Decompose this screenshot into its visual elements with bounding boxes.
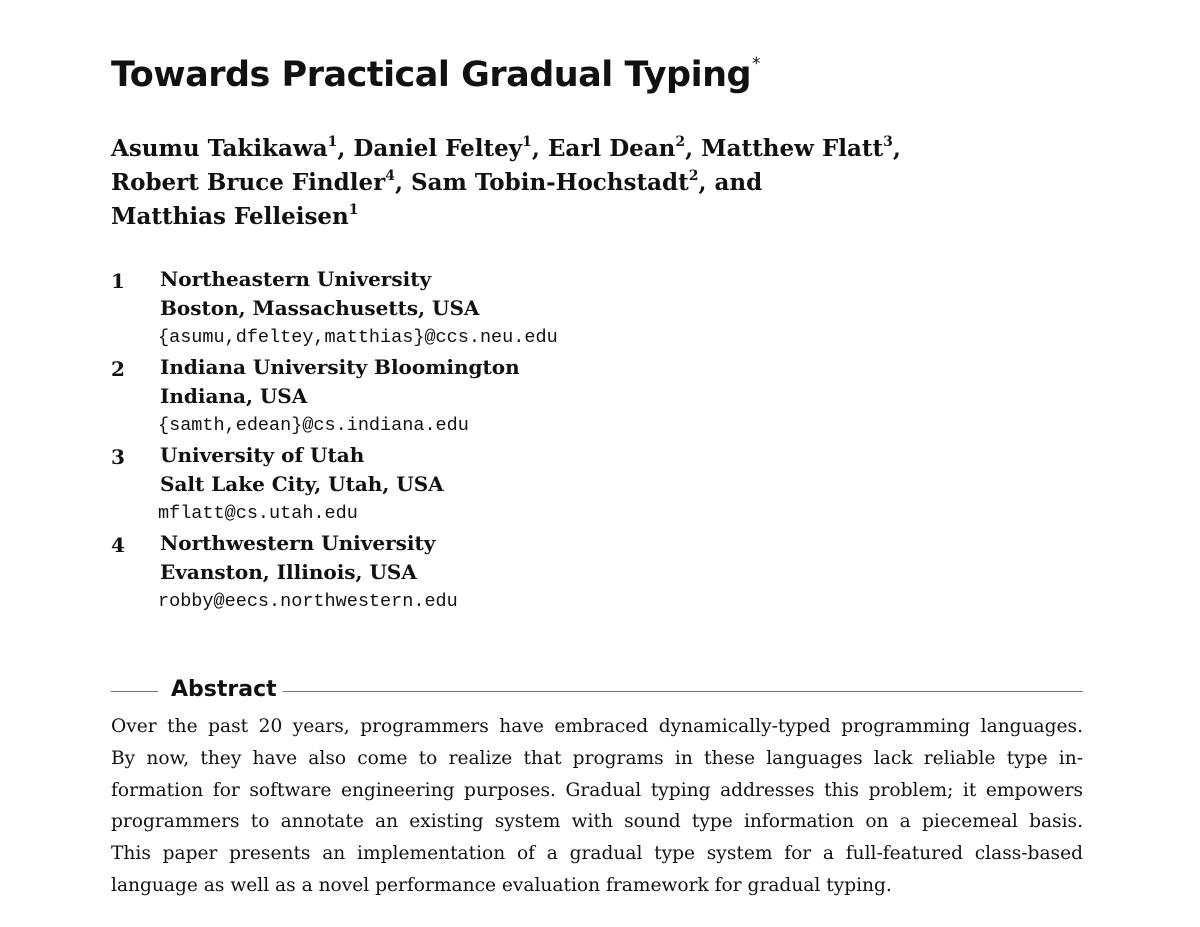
abstract-line: This paper presents an implementation of a gradual type system for a full-featured class-based (111, 843, 1083, 865)
affiliation-item (111, 353, 811, 441)
abstract-divider-right (283, 691, 1083, 692)
author: Earl Dean$^2$, (547, 134, 702, 162)
affiliation-institution: Indiana University Bloomington (160, 355, 520, 379)
author: Sam Tobin-Hochstadt$^2$, and (410, 168, 763, 196)
author-line (111, 166, 1071, 200)
affiliation-institution: University of Utah (160, 443, 365, 467)
affiliation-number: 1 (111, 269, 125, 293)
author-list (111, 132, 1071, 234)
affiliation-location: Evanston, Illinois, USA (160, 560, 417, 584)
abstract-line: Over the past 20 years, programmers have embraced dynamically-typed programming languages. (111, 716, 1083, 737)
abstract-line: language as well as a novel performance evaluation framework for gradual typing. (111, 874, 892, 896)
author: Daniel Feltey$^1$, (353, 134, 548, 162)
affiliation-item (111, 441, 811, 529)
author: Matthias Felleisen$^1$ (111, 202, 359, 230)
affiliation-email: {samth,edean}@cs.indiana.edu (158, 415, 469, 436)
affiliation-location: Salt Lake City, Utah, USA (160, 472, 444, 496)
affiliation-item (111, 265, 811, 353)
author: Robert Bruce Findler$^4$, (111, 168, 411, 196)
abstract-line: formation for software engineering purposes. Gradual typing addresses this problem; it empowers (111, 779, 1083, 801)
affiliation-email: robby@eecs.northwestern.edu (158, 591, 458, 612)
abstract-line: programmers to annotate an existing system with sound type information on a piecemeal basis. (111, 811, 1083, 833)
title-footnote-mark: * (752, 54, 761, 74)
affiliation-location: Indiana, USA (160, 384, 308, 408)
affiliation-email: mflatt@cs.utah.edu (158, 503, 358, 524)
affiliation-number: 4 (111, 533, 125, 557)
abstract-heading: Abstract (171, 677, 277, 702)
affiliation-email: {asumu,dfeltey,matthias}@ccs.neu.edu (158, 327, 558, 348)
abstract-line: By now, they have also come to realize that programs in these languages lack reliable type in- (111, 747, 1083, 769)
author: Asumu Takikawa$^1$, (111, 134, 354, 162)
affiliation-item (111, 529, 811, 617)
abstract-divider-left (111, 691, 158, 692)
affiliation-number: 2 (111, 357, 125, 381)
affiliation-institution: Northeastern University (160, 267, 432, 291)
affiliation-number: 3 (111, 445, 125, 469)
affiliation-list (111, 265, 811, 617)
paper-title (111, 52, 760, 98)
author-line (111, 200, 1071, 234)
affiliation-location: Boston, Massachusetts, USA (160, 296, 480, 320)
author-line (111, 132, 1071, 166)
author: Matthew Flatt$^3$, (701, 134, 901, 162)
abstract-body (111, 711, 1083, 902)
affiliation-institution: Northwestern University (160, 531, 436, 555)
paper-title-text: Towards Practical Gradual Typing (111, 55, 752, 95)
